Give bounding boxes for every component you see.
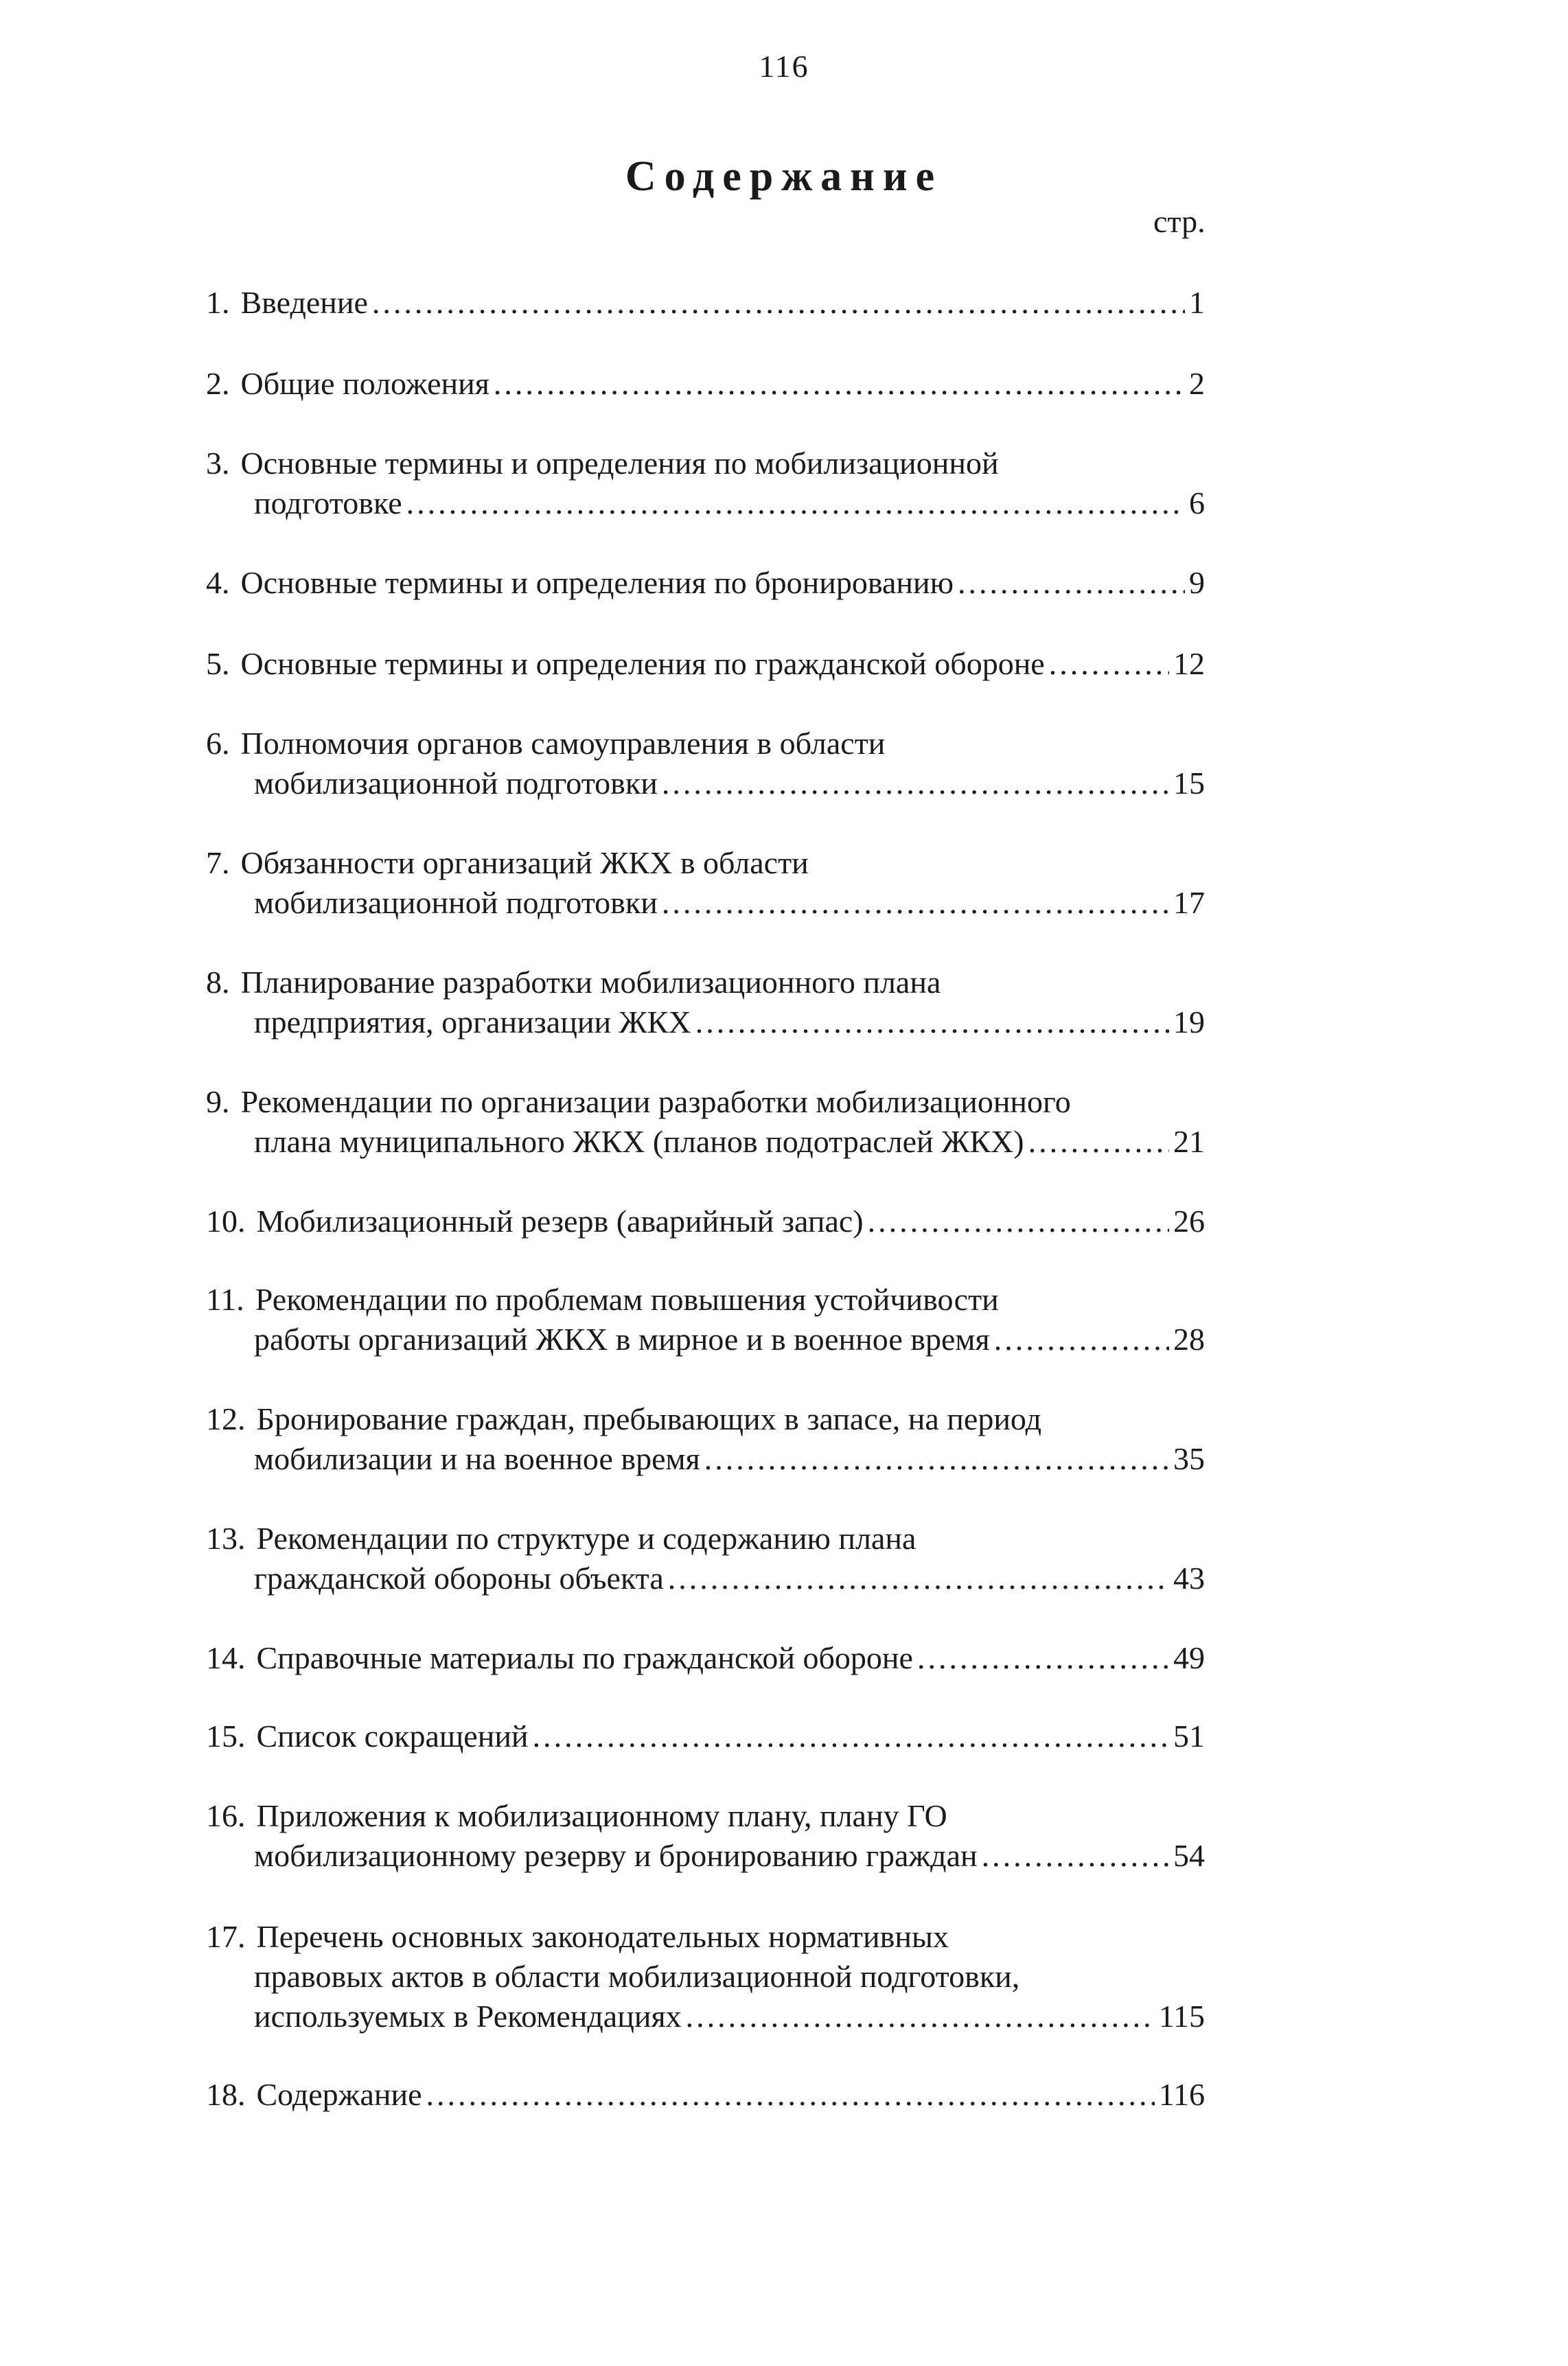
toc-entry-title: Полномочия органов самоуправления в области [240,726,886,761]
toc-entry-line [254,1121,1205,1163]
toc-entry-line [254,1835,1205,1877]
dot-leader [494,363,1185,405]
toc-entry-page: 116 [1158,2077,1205,2112]
toc-entry-page: 54 [1173,1838,1205,1873]
toc-entry-title: Введение [240,285,368,320]
toc-entry-title: подготовке [254,485,402,520]
toc-entry-page: 21 [1173,1124,1205,1159]
toc-entry-title: мобилизационному резерву и бронированию граждан [254,1838,978,1873]
toc-entry-page: 15 [1173,766,1205,801]
toc-entry-title: гражданской обороны объекта [254,1561,664,1596]
toc-entry-line [206,1398,1041,1440]
toc-entry-page: 17 [1173,885,1205,920]
toc-entry-title: Справочные материалы по гражданской обороне [256,1640,913,1675]
toc-entry-line [206,1637,1205,1679]
toc-entry-page: 9 [1189,565,1205,600]
toc-entry-line [206,1916,949,1958]
toc-entry-line [206,643,1205,685]
toc-entry-line [254,1995,1205,2038]
toc-entry-number: 17. [206,1919,246,1954]
toc-entry-line [206,442,999,485]
toc-entry-title: Обязанности организаций ЖКХ в области [240,845,809,880]
toc-entry-title: Рекомендации по организации разработки мобилизационного [240,1084,1071,1119]
toc-entry-line [206,1517,916,1560]
toc-entry-number: 9. [206,1084,230,1119]
dot-leader [668,1557,1169,1600]
toc-entry-line [254,1557,1205,1600]
toc-entry-title: Рекомендации по структуре и содержанию плана [256,1521,916,1556]
toc-entry-number: 6. [206,726,230,761]
dot-leader [982,1835,1169,1877]
toc-entry-title: Содержание [256,2077,422,2112]
dot-leader [704,1438,1169,1480]
dot-leader [1049,643,1169,685]
toc-entry-line [206,1795,947,1837]
toc-entry-title: Основные термины и определения по мобилизационной [240,446,999,481]
toc-entry-page: 115 [1158,1999,1205,2034]
toc-entry-title: Основные термины и определения по гражданской обороне [240,646,1045,681]
toc-entry-page: 28 [1173,1322,1205,1357]
toc-entry-line [254,882,1205,924]
toc-entry-number: 2. [206,366,230,401]
dot-leader [958,562,1185,604]
toc-entry-number: 15. [206,1719,246,1754]
toc-entry-line [206,282,1205,324]
toc-entry-line [254,1955,1019,1998]
toc-entry-line [206,1081,1071,1123]
toc-entry-title: используемых в Рекомендациях [254,1999,682,2034]
toc-entry-line [206,961,941,1004]
toc-entry-page: 1 [1189,285,1205,320]
toc-entry-line [254,762,1205,805]
toc-entry-page: 43 [1173,1561,1205,1596]
dot-leader [662,762,1169,805]
dot-leader [406,482,1185,525]
dot-leader [917,1637,1169,1679]
toc-entry-line [254,1318,1205,1361]
toc-entry-number: 11. [206,1282,244,1317]
dot-leader [994,1318,1169,1361]
dot-leader [686,1995,1155,2038]
toc-entry-number: 3. [206,446,230,481]
toc-entry-line [254,482,1205,525]
toc-entry-page: 35 [1173,1441,1205,1476]
page-number: 116 [759,49,809,84]
toc-entry-number: 5. [206,646,230,681]
toc-entry-title: Список сокращений [256,1719,529,1754]
toc-entry-line [206,1278,999,1321]
dot-leader [1028,1121,1169,1163]
toc-entry-title: предприятия, организации ЖКХ [254,1004,691,1040]
toc-entry-line [206,562,1205,604]
toc-entry-number: 4. [206,565,230,600]
dot-leader [662,882,1169,924]
toc-entry-number: 10. [206,1204,246,1239]
toc-entry-title: Планирование разработки мобилизационного плана [240,965,941,1000]
toc-entry-page: 6 [1189,485,1205,520]
toc-entry-page: 51 [1173,1719,1205,1754]
page-column-label: стр. [1153,204,1206,239]
toc-entry-title: Рекомендации по проблемам повышения устойчивости [255,1282,999,1317]
toc-entry-title: Основные термины и определения по бронированию [240,565,954,600]
toc-entry-number: 14. [206,1640,246,1675]
dot-leader [695,1001,1169,1044]
toc-entry-page: 2 [1189,366,1205,401]
toc-entry-line [206,363,1205,405]
toc-entry-title: Перечень основных законодательных нормативных [256,1919,949,1954]
toc-entry-number: 1. [206,285,230,320]
toc-entry-line [206,2074,1205,2116]
toc-entry-number: 13. [206,1521,246,1556]
toc-entry-title: Мобилизационный резерв (аварийный запас) [256,1204,864,1239]
toc-entry-title: Приложения к мобилизационному плану, плану ГО [256,1798,947,1833]
toc-entry-line [206,842,809,884]
toc-entry-title: Общие положения [240,366,489,401]
toc-entry-title: плана муниципального ЖКХ (планов подотраслей ЖКХ) [254,1124,1024,1159]
toc-entry-page: 12 [1173,646,1205,681]
toc-entry-line [254,1438,1205,1480]
toc-entry-line [254,1001,1205,1044]
toc-entry-title: мобилизационной подготовки [254,766,658,801]
dot-leader [426,2074,1155,2116]
toc-entry-number: 7. [206,845,230,880]
dot-leader [868,1200,1169,1243]
toc-entry-title: мобилизационной подготовки [254,885,658,920]
toc-entry-title: Бронирование граждан, пребывающих в запасе, на период [256,1401,1042,1436]
toc-entry-number: 12. [206,1401,246,1436]
toc-entry-title: правовых актов в области мобилизационной подготовки, [254,1959,1020,1994]
toc-entry-page: 26 [1173,1204,1205,1239]
toc-entry-line [206,1715,1205,1758]
toc-entry-page: 19 [1173,1004,1205,1040]
document-title: Содержание [625,153,943,200]
toc-entry-line [206,1200,1205,1243]
toc-entry-page: 49 [1173,1640,1205,1675]
toc-entry-number: 8. [206,965,230,1000]
dot-leader [372,282,1185,324]
toc-entry-number: 18. [206,2077,246,2112]
dot-leader [533,1715,1169,1758]
toc-entry-number: 16. [206,1798,246,1833]
toc-entry-title: работы организаций ЖКХ в мирное и в военное время [254,1322,990,1357]
toc-entry-title: мобилизации и на военное время [254,1441,700,1476]
toc-entry-line [206,722,885,765]
